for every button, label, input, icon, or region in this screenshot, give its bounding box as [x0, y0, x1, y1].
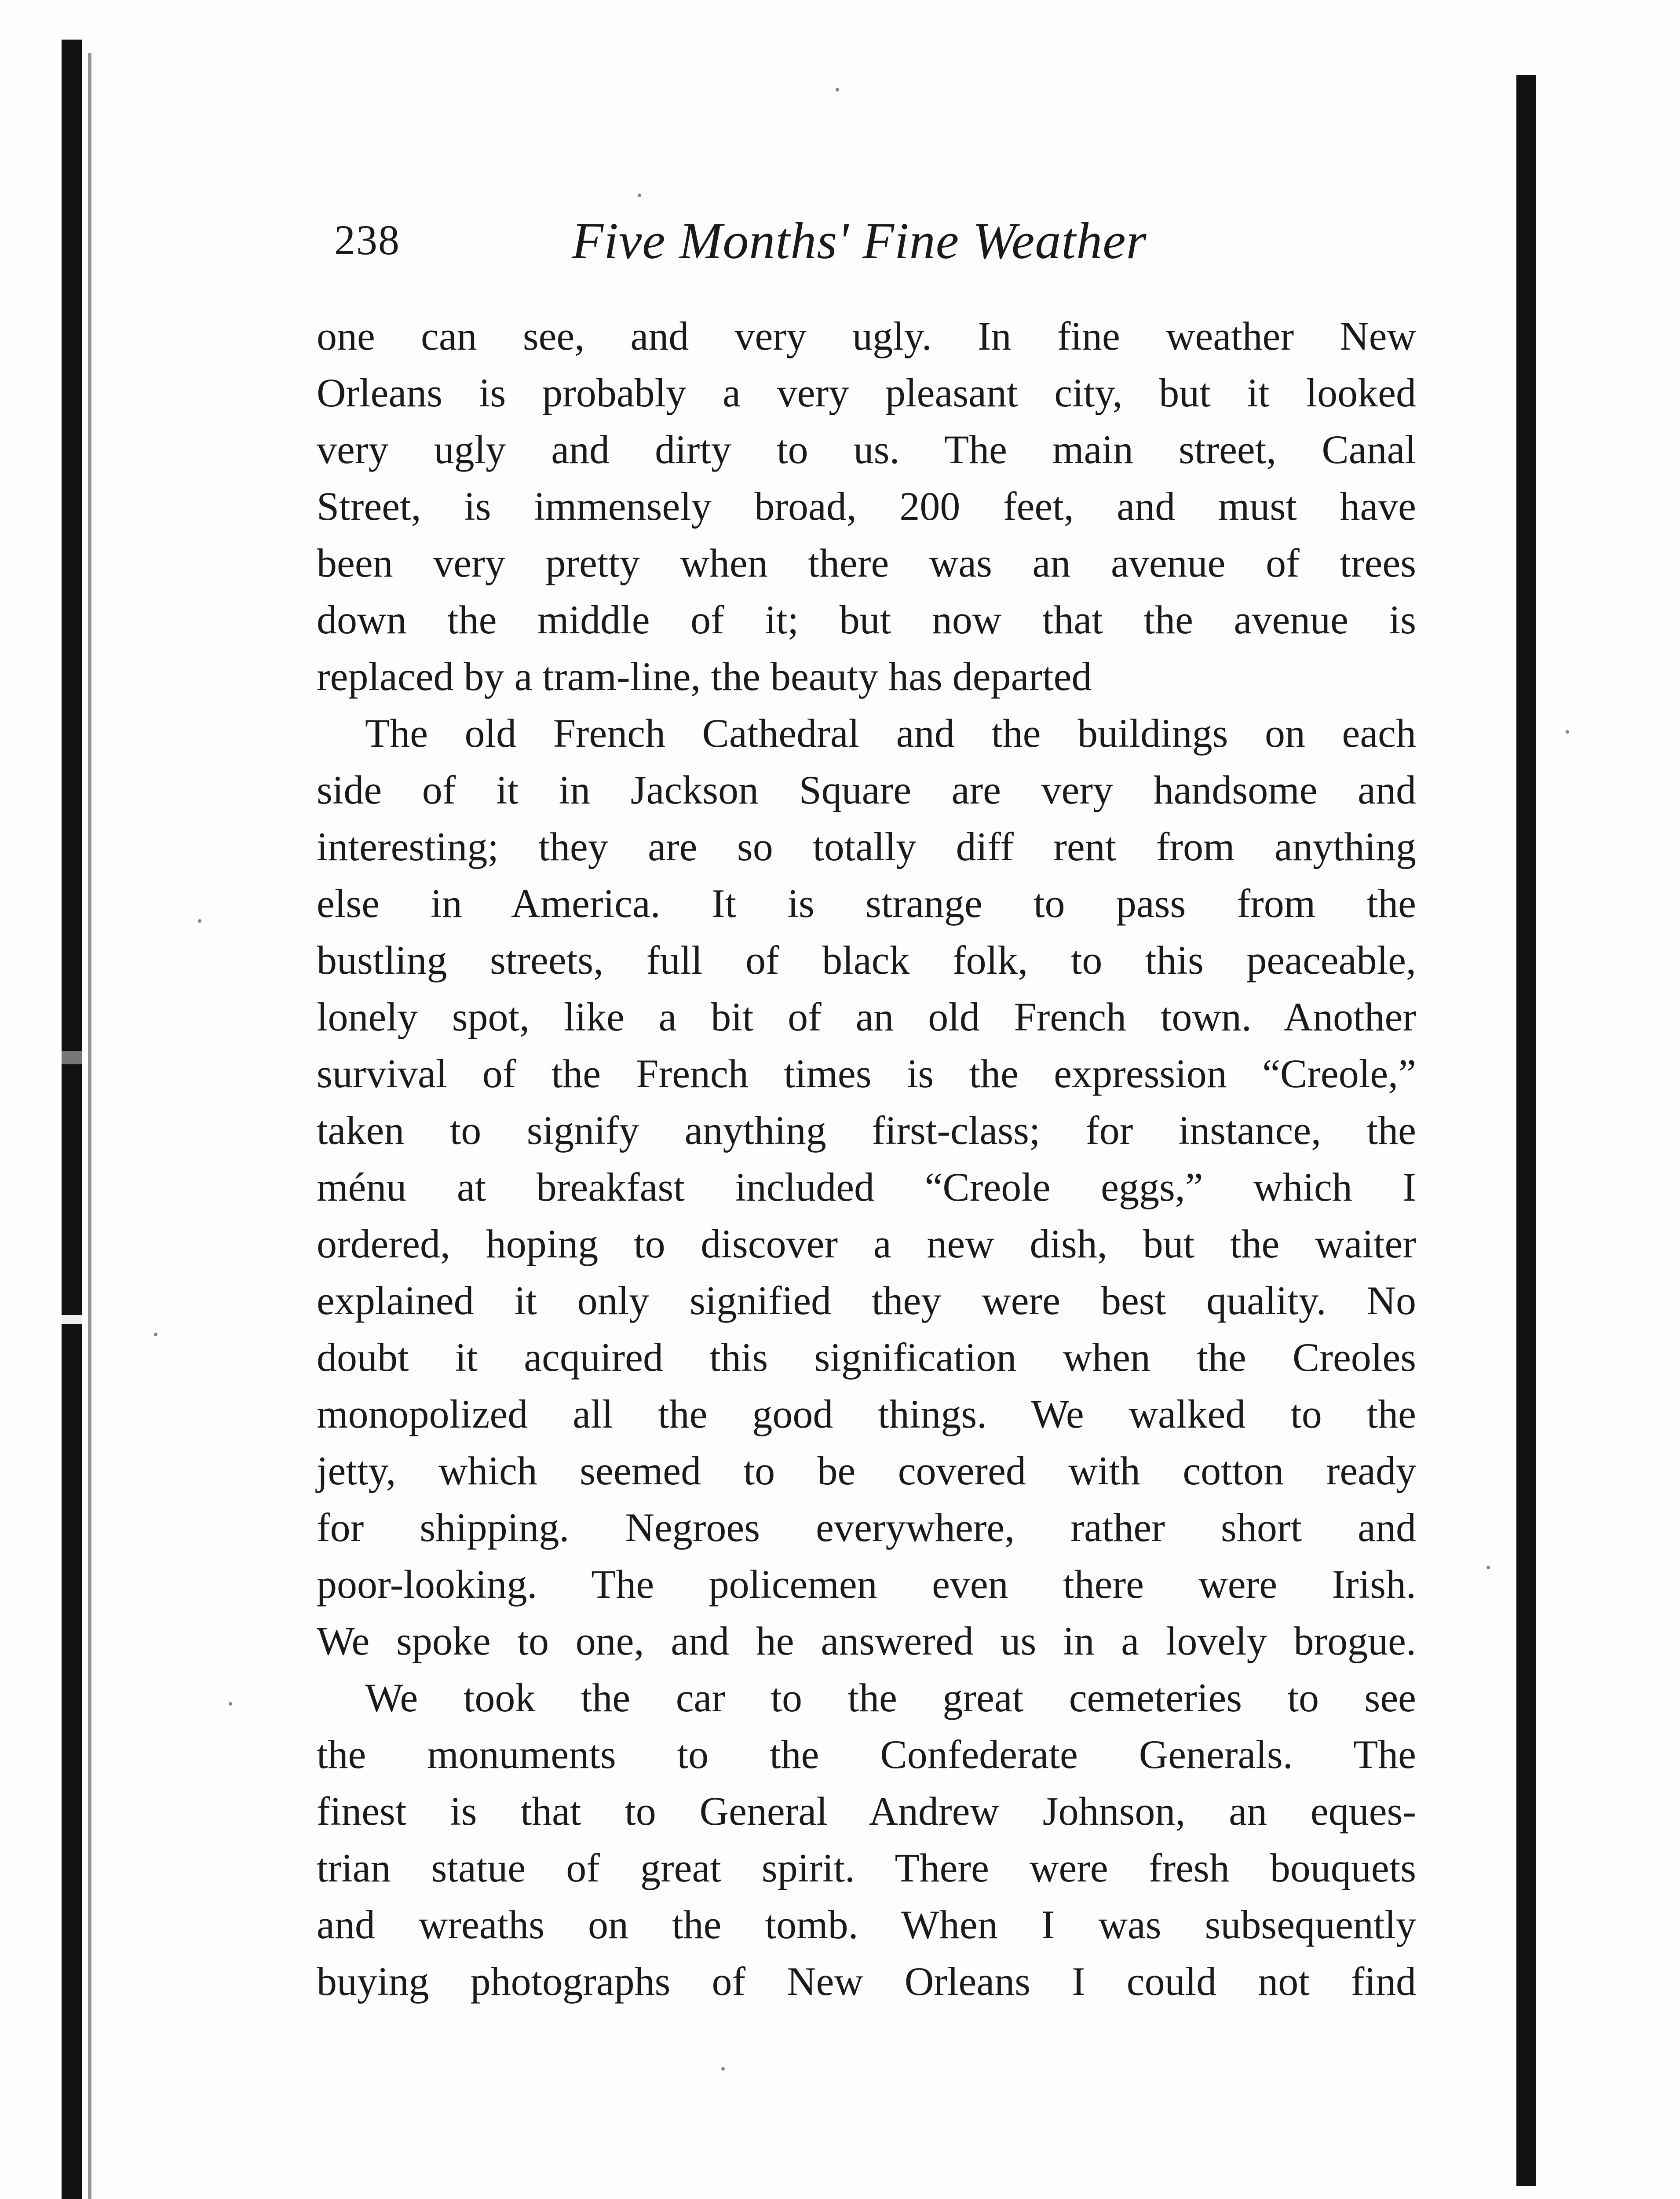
- scan-edge-left-thin: [88, 53, 91, 2199]
- text-line: The old French Cathedral and the buildings on each: [365, 711, 1416, 756]
- text-line: and wreaths on the tomb. When I was subsequently: [317, 1902, 1416, 1947]
- text-line: interesting; they are so totally diff rent from anything: [317, 824, 1416, 869]
- text-line: taken to signify anything first-class; for instance, the: [317, 1108, 1416, 1153]
- scan-speck: [229, 1702, 232, 1706]
- paragraph-3: [317, 1669, 1416, 2010]
- text-line: the monuments to the Confederate Generals. The: [317, 1732, 1416, 1777]
- text-line: been very pretty when there was an avenue of trees: [317, 541, 1416, 585]
- scan-speck: [154, 1333, 157, 1336]
- paragraph-1: [317, 308, 1416, 705]
- text-line: down the middle of it; but now that the avenue is: [317, 597, 1416, 642]
- scan-edge-left: [62, 40, 82, 2199]
- text-line: buying photographs of New Orleans I could not find: [317, 1959, 1416, 2004]
- text-line: ordered, hoping to discover a new dish, but the waiter: [317, 1221, 1416, 1266]
- paragraph-2: [317, 705, 1416, 1669]
- text-line: very ugly and dirty to us. The main street, Canal: [317, 427, 1416, 472]
- page-number: 238: [334, 216, 400, 263]
- text-line: lonely spot, like a bit of an old French town. Another: [317, 994, 1416, 1039]
- text-line: doubt it acquired this signification when the Creoles: [317, 1335, 1416, 1380]
- scan-speck: [836, 88, 839, 91]
- text-line: survival of the French times is the expression “Creole,”: [317, 1051, 1416, 1096]
- running-title: Five Months' Fine Weather: [572, 212, 1147, 270]
- text-line: bustling streets, full of black folk, to this peaceable,: [317, 938, 1416, 983]
- text-line: ménu at breakfast included “Creole eggs,” which I: [317, 1165, 1416, 1209]
- body-text: [317, 308, 1416, 2010]
- text-line: jetty, which seemed to be covered with cotton ready: [317, 1448, 1416, 1493]
- text-line: side of it in Jackson Square are very handsome and: [317, 767, 1416, 812]
- text-line: replaced by a tram-line, the beauty has departed: [317, 654, 1092, 699]
- text-line: finest is that to General Andrew Johnson, an eques-: [317, 1789, 1416, 1834]
- scan-speck: [1566, 730, 1569, 734]
- text-line: We spoke to one, and he answered us in a lovely brogue.: [317, 1618, 1416, 1663]
- text-line: Orleans is probably a very pleasant city, but it looked: [317, 370, 1416, 415]
- scan-speck: [638, 194, 641, 197]
- text-line: We took the car to the great cemeteries to see: [365, 1675, 1416, 1720]
- text-line: trian statue of great spirit. There were fresh bouquets: [317, 1845, 1416, 1890]
- scan-speck: [1486, 1566, 1490, 1569]
- text-line: monopolized all the good things. We walked to the: [317, 1392, 1416, 1436]
- scan-speck: [721, 2067, 725, 2071]
- text-line: else in America. It is strange to pass from the: [317, 881, 1416, 926]
- running-head: [334, 211, 1214, 281]
- text-line: poor-looking. The policemen even there were Irish.: [317, 1562, 1416, 1607]
- text-line: Street, is immensely broad, 200 feet, and must have: [317, 484, 1416, 529]
- text-line: for shipping. Negroes everywhere, rather short and: [317, 1505, 1416, 1550]
- text-line: explained it only signified they were best quality. No: [317, 1278, 1416, 1323]
- scan-speck: [198, 919, 201, 923]
- text-line: one can see, and very ugly. In fine weather New: [317, 314, 1416, 358]
- scan-edge-right: [1516, 75, 1536, 2186]
